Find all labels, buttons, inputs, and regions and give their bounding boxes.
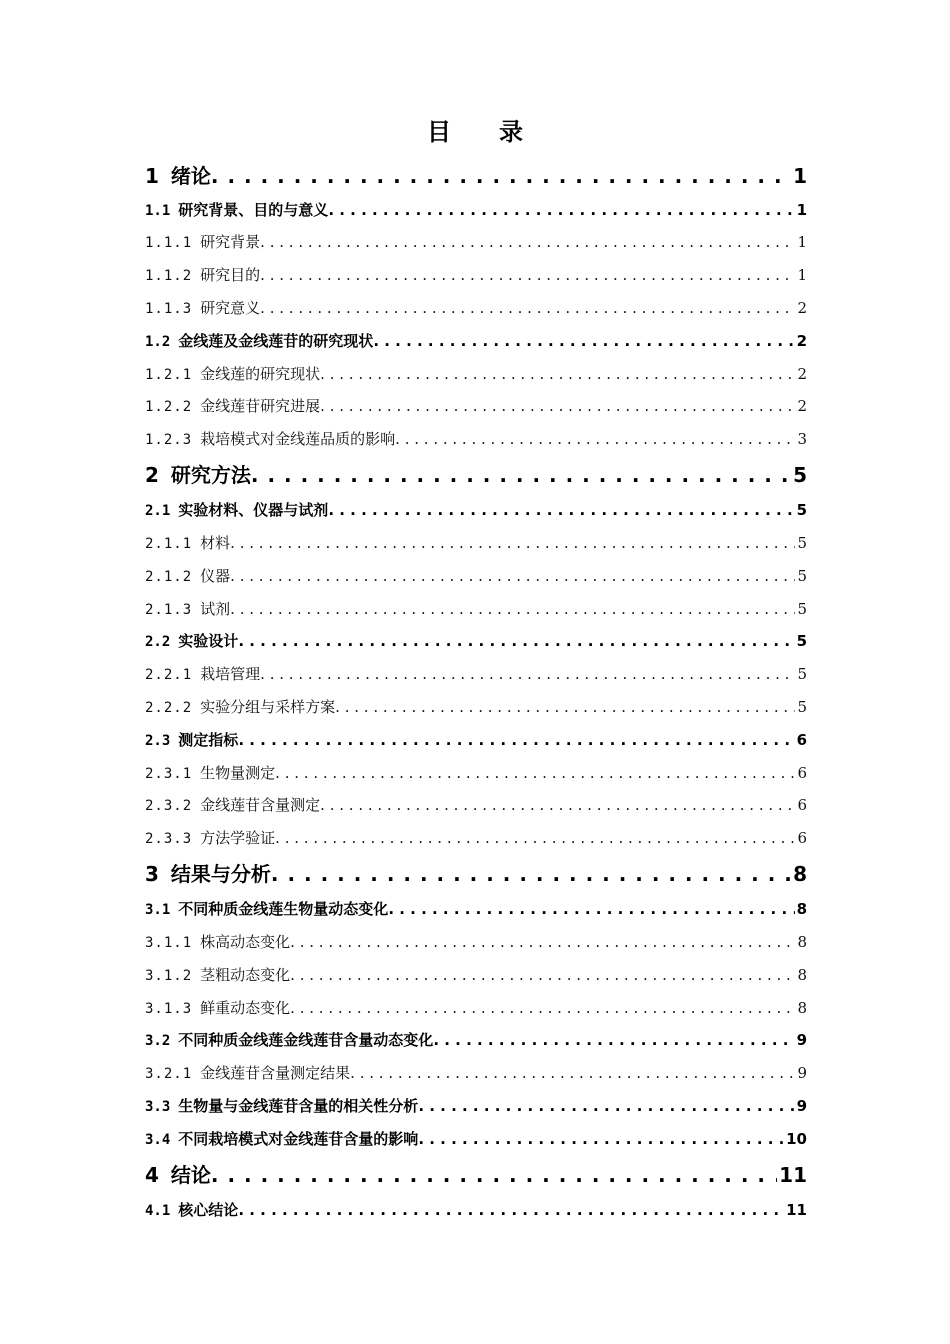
toc-entry-number: 2.1 [145,503,171,519]
toc-entry-label: 研究意义 [200,299,261,317]
toc-entry[interactable] [145,229,807,255]
toc-entry-page: 8 [797,999,807,1017]
toc-entry-label: 材料 [200,534,231,552]
toc-entry-page: 2 [797,299,807,317]
toc-entry-number: 1.2 [145,334,171,350]
toc-entry-page: 9 [796,1031,807,1049]
toc-entry-page: 9 [797,1064,807,1082]
toc-leader-dots [350,1060,795,1086]
toc-entry[interactable] [145,197,807,223]
toc-entry-label: 绪论 [170,164,211,188]
toc-entry-page: 3 [797,430,807,448]
toc-entry-number: 4.1 [145,1203,171,1219]
toc-entry[interactable] [145,859,807,889]
toc-entry-page: 9 [796,1097,807,1115]
toc-entry-label: 栽培模式对金线莲品质的影响 [200,430,396,448]
toc-entry-number: 3.2.1 [145,1066,193,1082]
toc-title-char-2: 录 [499,118,523,146]
toc-entry[interactable] [145,262,807,288]
toc-entry-number: 1.1.1 [145,235,193,251]
toc-leader-dots [230,596,795,622]
toc-entry-label: 研究背景、目的与意义 [178,201,329,219]
toc-leader-dots [433,1027,794,1053]
toc-entry[interactable] [145,962,807,988]
toc-leader-dots [328,197,794,223]
toc-entry-number: 2.3 [145,733,171,749]
toc-entry-number: 2.3.2 [145,798,193,814]
toc-entry-page: 8 [796,900,807,918]
toc-leader-dots [328,497,794,523]
toc-entry-page: 5 [796,501,807,519]
toc-entry-number: 2.2 [145,634,171,650]
toc-entry-page: 5 [797,698,807,716]
toc-entry[interactable] [145,760,807,786]
toc-entry-number: 3.1 [145,902,171,918]
toc-entry[interactable] [145,361,807,387]
toc-entry[interactable] [145,929,807,955]
toc-entry-page: 1 [797,233,807,251]
toc-entry-page: 6 [797,796,807,814]
toc-entry-number: 3.2 [145,1033,171,1049]
toc-entry-number: 1.1.2 [145,268,193,284]
toc-entry-number: 1.2.1 [145,367,193,383]
toc-leader-dots [238,1197,784,1223]
toc-leader-dots [260,229,795,255]
toc-entry[interactable] [145,161,807,191]
toc-entry[interactable] [145,694,807,720]
toc-entry-number: 2 [145,463,159,487]
toc-entry-label: 研究背景 [200,233,261,251]
toc-entry-page: 6 [797,829,807,847]
toc-entry[interactable] [145,1027,807,1053]
toc-entry-number: 3.1.2 [145,968,193,984]
toc-entry-number: 3.1.1 [145,935,193,951]
toc-entry-page: 11 [779,1163,807,1187]
toc-entry[interactable] [145,995,807,1021]
toc-entry[interactable] [145,896,807,922]
toc-entry-page: 6 [796,731,807,749]
toc-entry[interactable] [145,393,807,419]
toc-entry-label: 方法学验证 [200,829,276,847]
toc-entry-number: 2.1.2 [145,569,193,585]
toc-entry-number: 2.2.1 [145,667,193,683]
toc-entry-label: 金线莲苷含量测定 [200,796,321,814]
toc-leader-dots [290,962,795,988]
toc-entry-number: 3.4 [145,1132,171,1148]
toc-entry[interactable] [145,530,807,556]
toc-entry[interactable] [145,460,807,490]
toc-entry[interactable] [145,1160,807,1190]
toc-entry-label: 实验材料、仪器与试剂 [178,501,329,519]
toc-entry-number: 1.1 [145,203,171,219]
toc-entry[interactable] [145,792,807,818]
toc-entry-label: 试剂 [200,600,231,618]
toc-entry[interactable] [145,1126,807,1152]
toc-title [0,114,950,150]
toc-entry-page: 5 [797,567,807,585]
toc-entry-page: 1 [797,266,807,284]
toc-entry-label: 研究目的 [200,266,261,284]
toc-entry-label: 实验设计 [178,632,239,650]
toc-entry-page: 5 [796,632,807,650]
toc-entry-number: 1 [145,164,159,188]
toc-entry[interactable] [145,1197,807,1223]
toc-entry-label: 鲜重动态变化 [200,999,291,1017]
toc-entry-label: 核心结论 [178,1201,239,1219]
toc-entry-number: 3.1.3 [145,1001,193,1017]
toc-entry-label: 研究方法 [170,463,251,487]
toc-entry[interactable] [145,497,807,523]
toc-entry-number: 2.3.3 [145,831,193,847]
toc-entry-label: 金线莲的研究现状 [200,365,321,383]
toc-entry-label: 生物量与金线莲苷含量的相关性分析 [178,1097,419,1115]
toc-leader-dots [260,262,795,288]
toc-entry-label: 金线莲苷含量测定结果 [200,1064,351,1082]
toc-entry-page: 2 [797,365,807,383]
toc-leader-dots [388,896,794,922]
toc-leader-dots [418,1093,794,1119]
toc-entry-page: 5 [797,600,807,618]
toc-entry-label: 茎粗动态变化 [200,966,291,984]
toc-entry-number: 3.3 [145,1099,171,1115]
toc-entry-page: 8 [797,966,807,984]
toc-title-char-1: 目 [427,118,451,146]
toc-leader-dots [211,1160,777,1190]
toc-entry-label: 金线莲苷研究进展 [200,397,321,415]
toc-entry-number: 1.2.3 [145,432,193,448]
toc-leader-dots [395,426,795,452]
toc-entry-number: 4 [145,1163,159,1187]
toc-leader-dots [290,995,795,1021]
toc-leader-dots [275,760,795,786]
toc-leader-dots [238,727,794,753]
toc-leader-dots [320,393,795,419]
toc-leader-dots [418,1126,784,1152]
toc-entry-page: 5 [797,665,807,683]
toc-entry[interactable] [145,1093,807,1119]
toc-entry[interactable] [145,328,807,354]
toc-entry-label: 生物量测定 [200,764,276,782]
toc-entry-page: 5 [797,534,807,552]
toc-leader-dots [373,328,794,354]
toc-entry-label: 不同种质金线莲金线莲苷含量动态变化 [178,1031,434,1049]
toc-leader-dots [211,161,791,191]
toc-entry-label: 株高动态变化 [200,933,291,951]
toc-leader-dots [230,530,795,556]
toc-leader-dots [275,825,795,851]
toc-leader-dots [260,661,795,687]
toc-entry-label: 结论 [170,1163,211,1187]
toc-entry[interactable] [145,596,807,622]
toc-leader-dots [320,361,795,387]
toc-entry[interactable] [145,426,807,452]
toc-entry-label: 不同栽培模式对金线莲苷含量的影响 [178,1130,419,1148]
toc-entry-page: 8 [793,862,807,886]
toc-entry-number: 1.1.3 [145,301,193,317]
toc-entry-number: 1.2.2 [145,399,193,415]
toc-leader-dots [271,859,791,889]
toc-entry[interactable] [145,563,807,589]
toc-entry[interactable] [145,727,807,753]
toc-entry-label: 不同种质金线莲生物量动态变化 [178,900,389,918]
toc-entry-label: 仪器 [200,567,231,585]
toc-entry-number: 3 [145,862,159,886]
toc-leader-dots [251,460,791,490]
toc-entry-label: 金线莲及金线莲苷的研究现状 [178,332,374,350]
toc-leader-dots [320,792,795,818]
toc-leader-dots [238,628,794,654]
toc-entry-page: 8 [797,933,807,951]
toc-entry[interactable] [145,1060,807,1086]
toc-entry-number: 2.1.1 [145,536,193,552]
toc-leader-dots [230,563,795,589]
toc-entry-page: 11 [786,1201,807,1219]
toc-entry-page: 2 [796,332,807,350]
toc-entry[interactable] [145,295,807,321]
toc-entry[interactable] [145,661,807,687]
toc-entry-label: 栽培管理 [200,665,261,683]
toc-entry-page: 1 [796,201,807,219]
toc-entry[interactable] [145,825,807,851]
toc-entry-label: 测定指标 [178,731,239,749]
toc-entry-page: 1 [793,164,807,188]
toc-entry-number: 2.3.1 [145,766,193,782]
toc-entry-page: 2 [797,397,807,415]
toc-leader-dots [335,694,795,720]
toc-entry-label: 实验分组与采样方案 [200,698,336,716]
toc-entry-page: 5 [793,463,807,487]
toc-entry-page: 6 [797,764,807,782]
toc-entry-label: 结果与分析 [170,862,271,886]
toc-leader-dots [260,295,795,321]
toc-entry-number: 2.2.2 [145,700,193,716]
toc-entry-number: 2.1.3 [145,602,193,618]
toc-entry[interactable] [145,628,807,654]
toc-leader-dots [290,929,795,955]
toc-entry-page: 10 [786,1130,807,1148]
